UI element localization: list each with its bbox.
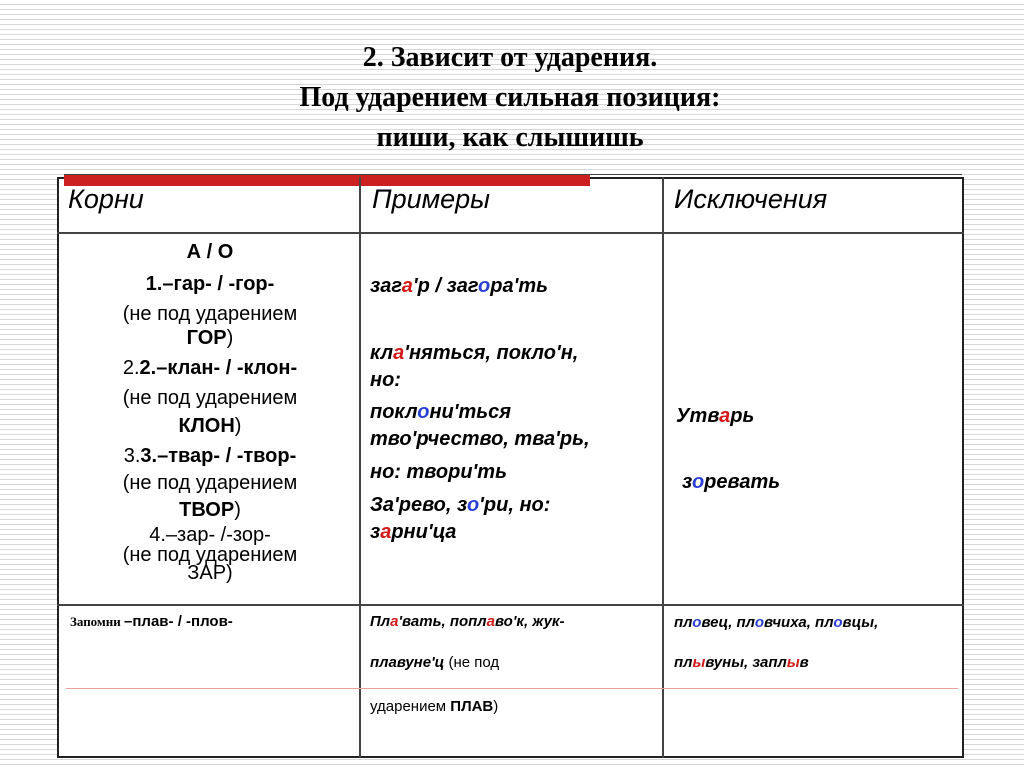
header-examples: Примеры bbox=[372, 184, 491, 214]
exception-plov-line2: плывуны, заплыв bbox=[674, 654, 809, 671]
example-klan: кла'няться, покло'н, bbox=[370, 342, 579, 364]
example-plav-line3: ударением ПЛАВ) bbox=[370, 698, 499, 715]
example-zar-zor: За'рево, зо'ри, но: bbox=[370, 494, 551, 516]
header-row-divider bbox=[57, 232, 964, 234]
root-gar-gor: 1.–гар- / -гор- bbox=[145, 273, 275, 295]
example-tvor: но: твори'ть bbox=[370, 461, 507, 483]
example-klon: поклони'ться bbox=[370, 401, 512, 423]
header-exceptions: Исключения bbox=[674, 184, 828, 214]
root-klan-klon: 2.2.–клан- / -клон- bbox=[122, 357, 298, 379]
exception-utvar: Утварь bbox=[676, 405, 755, 427]
title-line-2: Под ударением сильная позиция: bbox=[299, 82, 721, 113]
title-line-3: пиши, как слышишь bbox=[376, 122, 644, 153]
root-note-3: (не под ударением ТВОР) bbox=[122, 472, 298, 521]
root-note-1: (не под ударением ГОР) bbox=[122, 303, 298, 349]
roots-vowels: А / О bbox=[186, 241, 234, 263]
exception-zorevat: зоревать bbox=[682, 471, 781, 493]
roots-cell bbox=[68, 238, 352, 582]
example-but: но: bbox=[370, 369, 401, 391]
root-note-2: (не под ударением КЛОН) bbox=[122, 387, 298, 437]
root-zar-zor: 4.–зар- /-зор- bbox=[149, 524, 271, 546]
column-divider-1 bbox=[359, 177, 361, 758]
title-line-1: 2. Зависит от ударения. bbox=[362, 42, 658, 73]
example-tvar: тво'рчество, тва'рь, bbox=[370, 428, 590, 450]
example-zarnica: зарни'ца bbox=[370, 521, 457, 543]
decorative-red-rule bbox=[66, 688, 958, 689]
remember-plav-plov: Запомни –плав- / -плов- bbox=[70, 613, 233, 630]
root-note-4: (не под ударением ЗАР) bbox=[122, 544, 298, 584]
column-divider-2 bbox=[662, 177, 664, 758]
header-roots: Корни bbox=[68, 184, 144, 214]
example-gar-gor: зага'р / загора'ть bbox=[370, 275, 549, 297]
root-tvar-tvor: 3.3.–твар- / -твор- bbox=[123, 445, 297, 467]
example-plav-line1: Пла'вать, поплаво'к, жук- bbox=[370, 613, 565, 630]
bottom-row-divider bbox=[57, 604, 964, 606]
slide-title bbox=[60, 38, 960, 158]
exception-plov-line1: пловец, пловчиха, пловцы, bbox=[674, 614, 879, 631]
example-plav-line2: плавуне'ц (не под bbox=[370, 654, 500, 671]
